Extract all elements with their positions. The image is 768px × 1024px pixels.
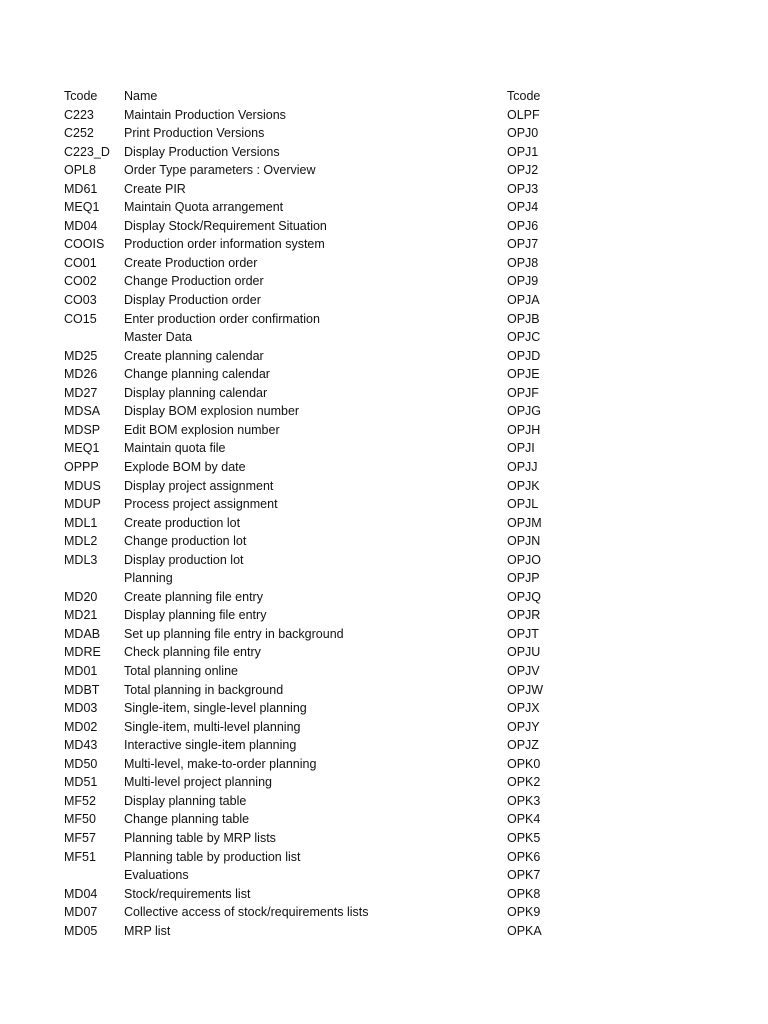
tcode-2-cell: OPJ3 bbox=[507, 181, 539, 196]
table-row bbox=[0, 625, 768, 644]
tcode-cell: MD04 bbox=[64, 218, 98, 233]
tcode-cell: CO03 bbox=[64, 293, 97, 307]
name-cell: Planning table by production list bbox=[124, 849, 301, 864]
header-tcode: Tcode bbox=[64, 89, 98, 103]
tcode-2-cell: OPJ1 bbox=[507, 144, 539, 159]
tcode-cell: MDSP bbox=[64, 422, 101, 437]
tcode-cell: MEQ1 bbox=[64, 441, 100, 456]
table-row bbox=[0, 439, 768, 458]
tcode-cell: MD05 bbox=[64, 923, 98, 938]
tcode-cell: MDBT bbox=[64, 682, 100, 697]
tcode-2-cell: OPJV bbox=[507, 664, 540, 678]
table-row bbox=[0, 143, 768, 162]
tcode-cell: MD21 bbox=[64, 608, 98, 623]
name-cell: Display project assignment bbox=[124, 478, 274, 493]
table-row bbox=[0, 718, 768, 737]
tcode-cell: MDL1 bbox=[64, 515, 98, 530]
name-cell: Display Production order bbox=[124, 293, 261, 307]
tcode-2-cell: OPJA bbox=[507, 293, 540, 307]
name-cell: Change production lot bbox=[124, 534, 247, 549]
tcode-2-cell: OPK4 bbox=[507, 812, 541, 827]
tcode-cell: MD50 bbox=[64, 756, 98, 771]
tcode-cell: CO15 bbox=[64, 311, 97, 326]
table-row bbox=[0, 106, 768, 125]
tcode-cell: MDL3 bbox=[64, 552, 98, 567]
table-row bbox=[0, 421, 768, 440]
name-cell: Display planning file entry bbox=[124, 608, 267, 623]
name-cell: Create PIR bbox=[124, 181, 186, 196]
table-row bbox=[0, 681, 768, 700]
name-cell: Planning table by MRP lists bbox=[124, 830, 276, 845]
tcode-cell: MF50 bbox=[64, 812, 96, 827]
header-row bbox=[0, 87, 768, 106]
tcode-cell: MD07 bbox=[64, 905, 98, 920]
name-cell: Production order information system bbox=[124, 237, 325, 252]
table-row bbox=[0, 477, 768, 496]
name-cell: Evaluations bbox=[124, 868, 189, 883]
table-row bbox=[0, 699, 768, 718]
tcode-2-cell: OPJB bbox=[507, 311, 540, 326]
tcode-2-cell: OPJE bbox=[507, 367, 540, 382]
name-cell: Create planning calendar bbox=[124, 348, 264, 363]
table-row bbox=[0, 365, 768, 384]
name-cell: Display Stock/Requirement Situation bbox=[124, 218, 327, 233]
table-row bbox=[0, 922, 768, 941]
section-heading-row bbox=[0, 328, 768, 347]
tcode-cell: MF51 bbox=[64, 849, 96, 864]
tcode-cell: CO02 bbox=[64, 274, 97, 289]
name-cell: Display planning calendar bbox=[124, 385, 268, 400]
table-row bbox=[0, 643, 768, 662]
name-cell: Master Data bbox=[124, 330, 193, 345]
tcode-cell: MD03 bbox=[64, 701, 98, 716]
tcode-2-cell: OPK2 bbox=[507, 775, 541, 790]
tcode-cell: MD04 bbox=[64, 886, 98, 901]
table-row bbox=[0, 161, 768, 180]
name-cell: Multi-level, make-to-order planning bbox=[124, 756, 317, 771]
header-name: Name bbox=[124, 89, 158, 103]
tcode-2-cell: OPJ9 bbox=[507, 274, 539, 289]
tcode-2-cell: OPJI bbox=[507, 441, 535, 456]
tcode-2-cell: OPJH bbox=[507, 422, 541, 437]
name-cell: Interactive single-item planning bbox=[124, 738, 297, 753]
table-row bbox=[0, 272, 768, 291]
tcode-cell: OPL8 bbox=[64, 163, 96, 178]
tcode-2-cell: OPJ2 bbox=[507, 163, 539, 178]
name-cell: Total planning in background bbox=[124, 682, 284, 697]
name-cell: Planning bbox=[124, 571, 173, 586]
name-cell: Total planning online bbox=[124, 664, 238, 678]
tcode-2-cell: OPJR bbox=[507, 608, 541, 623]
table-row bbox=[0, 458, 768, 477]
name-cell: Maintain Production Versions bbox=[124, 107, 286, 122]
name-cell: Change planning calendar bbox=[124, 367, 270, 382]
name-cell: Process project assignment bbox=[124, 497, 278, 512]
name-cell: Display BOM explosion number bbox=[124, 404, 300, 419]
tcode-cell: MD61 bbox=[64, 181, 98, 196]
name-cell: Display production lot bbox=[124, 552, 244, 567]
tcode-2-cell: OPJ0 bbox=[507, 126, 539, 141]
tcode-2-cell: OPJW bbox=[507, 682, 544, 697]
tcode-2-cell: OPJ8 bbox=[507, 255, 539, 270]
name-cell: Create Production order bbox=[124, 255, 258, 270]
name-cell: Display planning table bbox=[124, 793, 247, 808]
tcode-2-cell: OPK8 bbox=[507, 886, 541, 901]
tcode-2-cell: OPJQ bbox=[507, 589, 542, 604]
tcode-cell: MDUP bbox=[64, 497, 101, 512]
name-cell: Print Production Versions bbox=[124, 126, 265, 141]
table-row bbox=[0, 198, 768, 217]
tcode-2-cell: OPJC bbox=[507, 330, 541, 345]
name-cell: Check planning file entry bbox=[124, 645, 261, 660]
table-row bbox=[0, 514, 768, 533]
table-row bbox=[0, 848, 768, 867]
tcode-2-cell: OPK3 bbox=[507, 793, 541, 808]
table-row bbox=[0, 124, 768, 143]
table-row bbox=[0, 903, 768, 922]
tcode-cell: MD27 bbox=[64, 385, 98, 400]
tcode-2-cell: OPJD bbox=[507, 348, 541, 363]
tcode-2-cell: OPJ4 bbox=[507, 200, 539, 215]
tcode-2-cell: OPJP bbox=[507, 571, 540, 586]
tcode-2-cell: OPJ6 bbox=[507, 218, 539, 233]
table-row bbox=[0, 773, 768, 792]
name-cell: Single-item, single-level planning bbox=[124, 701, 307, 716]
tcode-cell: MD20 bbox=[64, 589, 98, 604]
tcode-2-cell: OPK6 bbox=[507, 849, 541, 864]
name-cell: Multi-level project planning bbox=[124, 775, 272, 790]
tcode-cell: MDAB bbox=[64, 626, 101, 641]
tcode-cell: OPPP bbox=[64, 459, 99, 474]
tcode-cell: MF57 bbox=[64, 830, 96, 845]
table-row bbox=[0, 662, 768, 681]
tcode-2-cell: OPK5 bbox=[507, 830, 541, 845]
tcode-cell: C252 bbox=[64, 126, 94, 141]
tcode-2-cell: OPJK bbox=[507, 478, 540, 493]
tcode-2-cell: OPK7 bbox=[507, 868, 541, 883]
tcode-cell: MD26 bbox=[64, 367, 98, 382]
tcode-cell: MDUS bbox=[64, 478, 101, 493]
name-cell: Order Type parameters : Overview bbox=[124, 163, 316, 178]
table-row bbox=[0, 310, 768, 329]
table-row bbox=[0, 495, 768, 514]
tcode-2-cell: OPJL bbox=[507, 497, 539, 512]
tcode-cell: MDRE bbox=[64, 645, 101, 660]
table-row bbox=[0, 347, 768, 366]
table-row bbox=[0, 551, 768, 570]
tcode-2-cell: OPJY bbox=[507, 719, 540, 734]
table-row bbox=[0, 291, 768, 310]
tcode-cell: MD25 bbox=[64, 348, 98, 363]
name-cell: MRP list bbox=[124, 923, 171, 938]
table-row bbox=[0, 829, 768, 848]
tcode-2-cell: OPJF bbox=[507, 385, 539, 400]
table-row bbox=[0, 792, 768, 811]
tcode-cell: MD43 bbox=[64, 738, 98, 753]
tcode-2-cell: OPJX bbox=[507, 701, 540, 716]
tcode-2-cell: OPJJ bbox=[507, 459, 538, 474]
tcode-cell: COOIS bbox=[64, 237, 105, 252]
table-row bbox=[0, 736, 768, 755]
table-row bbox=[0, 606, 768, 625]
name-cell: Edit BOM explosion number bbox=[124, 422, 280, 437]
table-row bbox=[0, 384, 768, 403]
tcode-cell: MF52 bbox=[64, 793, 96, 808]
section-heading-row bbox=[0, 866, 768, 885]
name-cell: Create planning file entry bbox=[124, 589, 263, 604]
tcode-2-cell: OLPF bbox=[507, 107, 540, 122]
tcode-2-cell: OPJU bbox=[507, 645, 541, 660]
tcode-cell: MD02 bbox=[64, 719, 98, 734]
tcode-cell: C223_D bbox=[64, 144, 110, 159]
name-cell: Single-item, multi-level planning bbox=[124, 719, 301, 734]
tcode-cell: MD01 bbox=[64, 664, 98, 678]
name-cell: Create production lot bbox=[124, 515, 241, 530]
tcode-cell: MDSA bbox=[64, 404, 101, 419]
table-row bbox=[0, 810, 768, 829]
table-row bbox=[0, 402, 768, 421]
name-cell: Set up planning file entry in background bbox=[124, 626, 344, 641]
name-cell: Collective access of stock/requirements lists bbox=[124, 905, 369, 920]
tcode-2-cell: OPJN bbox=[507, 534, 541, 549]
header-tcode-2: Tcode bbox=[507, 89, 541, 103]
tcode-2-cell: OPJT bbox=[507, 626, 539, 641]
tcode-2-cell: OPK9 bbox=[507, 905, 541, 920]
tcode-2-cell: OPJO bbox=[507, 552, 542, 567]
name-cell: Change Production order bbox=[124, 274, 264, 289]
tcode-cell: MD51 bbox=[64, 775, 98, 790]
table-row bbox=[0, 180, 768, 199]
name-cell: Maintain Quota arrangement bbox=[124, 200, 284, 215]
tcode-cell: C223 bbox=[64, 107, 94, 122]
name-cell: Enter production order confirmation bbox=[124, 311, 320, 326]
tcode-2-cell: OPJ7 bbox=[507, 237, 539, 252]
name-cell: Stock/requirements list bbox=[124, 886, 251, 901]
table-row bbox=[0, 254, 768, 273]
table-row bbox=[0, 588, 768, 607]
tcode-2-cell: OPJG bbox=[507, 404, 542, 419]
table-row bbox=[0, 235, 768, 254]
table-row bbox=[0, 755, 768, 774]
tcode-2-cell: OPKA bbox=[507, 923, 542, 938]
tcode-cell: MEQ1 bbox=[64, 200, 100, 215]
name-cell: Display Production Versions bbox=[124, 144, 280, 159]
section-heading-row bbox=[0, 569, 768, 588]
tcode-2-cell: OPJM bbox=[507, 515, 542, 530]
table-row bbox=[0, 217, 768, 236]
table-row bbox=[0, 885, 768, 904]
table-row bbox=[0, 532, 768, 551]
name-cell: Maintain quota file bbox=[124, 441, 226, 456]
tcode-cell: CO01 bbox=[64, 255, 97, 270]
tcode-2-cell: OPK0 bbox=[507, 756, 541, 771]
name-cell: Explode BOM by date bbox=[124, 459, 246, 474]
name-cell: Change planning table bbox=[124, 812, 250, 827]
tcode-cell: MDL2 bbox=[64, 534, 98, 549]
tcode-2-cell: OPJZ bbox=[507, 738, 539, 753]
